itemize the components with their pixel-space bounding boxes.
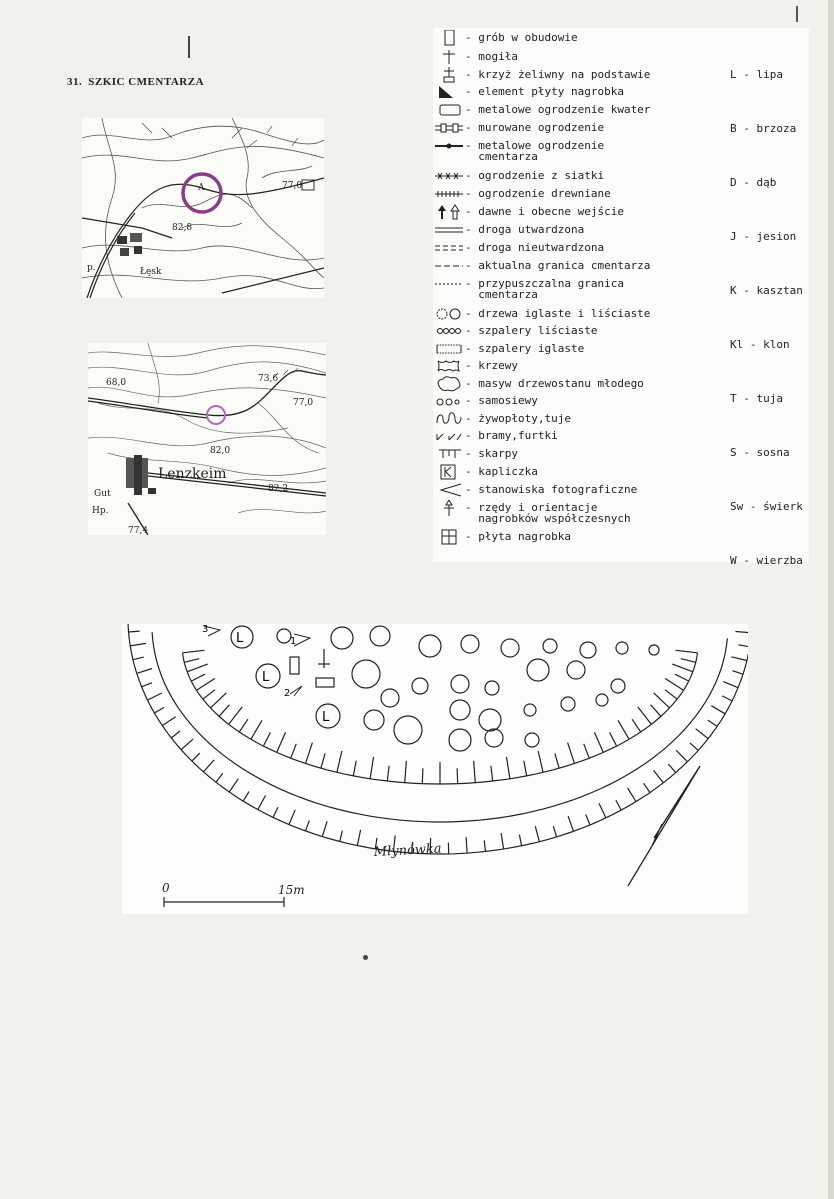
map-2-height-left: 68,0 xyxy=(106,378,127,388)
cemetery-edge-escarpment xyxy=(183,650,698,784)
outer-bank-tick xyxy=(289,810,295,825)
cemetery-edge-tick xyxy=(524,761,527,776)
sketch-tree xyxy=(611,679,625,693)
outer-bank-tick xyxy=(181,739,193,750)
photo-position-icon xyxy=(435,482,463,498)
outer-bank-tick xyxy=(586,815,590,825)
sketch-tree xyxy=(485,681,499,695)
cemetery-edge-tick xyxy=(183,650,205,653)
photo-position-2-label: 2 xyxy=(284,688,291,699)
legend-text: - żywopłoty,tuje xyxy=(465,412,571,425)
sketch-tree xyxy=(364,710,384,730)
sketch-tree xyxy=(461,635,479,653)
cemetery-edge-tick xyxy=(277,732,286,752)
outer-bank-tick xyxy=(739,645,748,647)
outer-bank-tick xyxy=(340,831,343,842)
cemetery-edge-tick xyxy=(568,743,575,764)
topographic-map-2 xyxy=(88,343,326,535)
tree-code: D xyxy=(730,176,737,189)
tree-codes xyxy=(730,30,803,588)
legend-text: - metalowe ogrodzenie cmentarza xyxy=(465,139,605,163)
outer-bank-tick xyxy=(484,840,485,851)
outer-bank-tick xyxy=(553,826,556,837)
scale-start-label: 0 xyxy=(162,881,170,895)
sketch-tree xyxy=(412,678,428,694)
tree-name: - kasztan xyxy=(743,284,803,297)
outer-bank-tick xyxy=(216,773,223,782)
shrubs-icon xyxy=(435,358,463,374)
sketch-tree xyxy=(485,729,503,747)
legend-text: - skarpy xyxy=(465,447,518,460)
tree-name: - lipa xyxy=(743,68,783,81)
outer-bank-tick xyxy=(723,682,738,688)
cemetery-edge-tick xyxy=(507,757,510,779)
map-2-hp: Hp. xyxy=(92,506,109,516)
tree-code: Sw xyxy=(730,500,744,513)
legend-text: - krzyż żeliwny na podstawie xyxy=(465,68,651,81)
entrance-arrows-icon xyxy=(435,204,463,220)
self-seeding-icon xyxy=(435,393,463,409)
pencil-mark-right xyxy=(796,6,798,22)
cemetery-edge-tick xyxy=(251,720,262,739)
sketch-tree xyxy=(543,639,557,653)
legend-text: - szpalery iglaste xyxy=(465,342,585,355)
cemetery-sketch xyxy=(122,624,748,914)
tree-name: - dąb xyxy=(743,176,777,189)
outer-bank-tick xyxy=(722,696,732,701)
legend-text: - drzewa iglaste i liściaste xyxy=(465,307,651,320)
sketch-tree xyxy=(451,675,469,693)
metal-plot-fence-icon xyxy=(435,102,463,118)
cemetery-edge-tick xyxy=(197,678,216,690)
cemetery-edge-tick xyxy=(405,761,407,783)
tree-code: W xyxy=(730,554,737,567)
tree-name: - jesion xyxy=(743,230,797,243)
tree-lipa-label: L xyxy=(236,631,244,646)
tree-code-row xyxy=(730,66,803,84)
outer-bank-tick xyxy=(322,821,327,836)
tree-name: - świerk xyxy=(749,500,803,513)
map-2-village: Lenzkeim xyxy=(158,466,227,482)
inner-escarpment xyxy=(152,632,727,822)
escarpment-icon xyxy=(435,446,463,462)
outer-bank-tick xyxy=(654,770,664,783)
outer-bank-tick xyxy=(676,750,687,761)
cemetery-edge-tick xyxy=(263,732,270,746)
legend-text: - bramy,furtki xyxy=(465,429,558,442)
sketch-tree xyxy=(527,659,549,681)
legend-text: - masyw drzewostanu młodego xyxy=(465,377,644,390)
tree-code-row xyxy=(730,390,803,408)
legend-text: - rzędy i orientacje nagrobków współczesnych xyxy=(465,501,631,525)
tree-code-row xyxy=(730,444,803,462)
legend-text: - aktualna granica cmentarza xyxy=(465,259,651,272)
tree-lipa-label: L xyxy=(262,670,270,685)
sketch-tree xyxy=(352,660,380,688)
outer-bank-tick xyxy=(229,779,238,792)
sketch-tree xyxy=(381,689,399,707)
paved-road-icon xyxy=(435,222,463,238)
outer-bank-tick xyxy=(357,830,360,846)
tree-code-row xyxy=(730,552,803,570)
tree-code: J xyxy=(730,230,737,243)
sketch-tree xyxy=(394,716,422,744)
cemetery-edge-tick xyxy=(654,693,670,708)
outer-bank-tick xyxy=(273,807,278,817)
outer-bank-tick xyxy=(732,671,743,675)
cemetery-edge-tick xyxy=(353,761,356,776)
photo-position-1 xyxy=(294,634,310,646)
outer-bank-tick xyxy=(708,720,717,726)
tree-code-row xyxy=(730,174,803,192)
cemetery-edge-tick xyxy=(203,690,215,700)
cemetery-edge-tick xyxy=(211,693,227,708)
legend-text: - kapliczka xyxy=(465,465,538,478)
photo-position-2 xyxy=(290,686,302,696)
sketch-tree xyxy=(501,639,519,657)
outer-bank-tick xyxy=(696,729,709,739)
page-edge xyxy=(828,0,834,1199)
sketch-tree xyxy=(580,642,596,658)
brick-fence-icon xyxy=(435,120,463,136)
scale-end-label: 15m xyxy=(278,883,305,897)
cemetery-edge-tick xyxy=(191,674,205,681)
cemetery-edge-tick xyxy=(675,674,689,681)
sketch-tree xyxy=(370,626,390,646)
map-2-height-top: 73,6 xyxy=(258,374,279,384)
map-1-drawing xyxy=(82,118,324,298)
map-2-height-bottom-left: 77,4 xyxy=(128,526,149,535)
cemetery-edge-tick xyxy=(594,732,603,752)
title-number: 31. xyxy=(67,76,83,88)
rows-orientation-icon xyxy=(435,500,463,516)
outer-bank-tick xyxy=(142,683,152,687)
tree-name: - wierzba xyxy=(743,554,803,567)
legend-text: - płyta nagrobka xyxy=(465,530,571,543)
outer-bank-tick xyxy=(519,835,521,846)
river-label: Młynówka xyxy=(373,841,442,860)
grave-cross-icon xyxy=(435,49,463,65)
river-north-bank-line xyxy=(152,632,727,822)
tree-code-row xyxy=(730,228,803,246)
legend-text: - grób w obudowie xyxy=(465,31,578,44)
outer-bank-tick xyxy=(644,783,650,792)
tree-name: - tuja xyxy=(743,392,783,405)
outer-escarpment xyxy=(128,624,748,854)
sketch-tree xyxy=(419,635,441,657)
legend-text: - murowane ogrodzenie xyxy=(465,121,605,134)
legend-text: - ogrodzenie z siatki xyxy=(465,169,605,182)
cemetery-edge-tick xyxy=(618,720,629,739)
sketch-trees xyxy=(277,626,659,751)
chapel-icon xyxy=(435,464,463,480)
sketch-tree xyxy=(479,709,501,731)
hedge-icon xyxy=(435,411,463,427)
photo-position-1-label: 1 xyxy=(290,636,297,647)
map-1-village: Łęsk xyxy=(140,267,162,277)
cemetery-edge-tick xyxy=(638,707,652,724)
grave-slab xyxy=(316,678,334,687)
outer-bank-tick xyxy=(690,743,698,751)
pencil-mark xyxy=(188,36,190,58)
wooden-fence-icon xyxy=(435,186,463,202)
map-2-height-right: 77,0 xyxy=(293,398,314,408)
outer-bank-tick xyxy=(154,707,164,713)
tree-name: - klon xyxy=(749,338,790,351)
cemetery-edge-tick xyxy=(491,766,493,781)
outer-bank-tick xyxy=(258,796,266,810)
supposed-boundary-icon xyxy=(435,276,463,292)
tree-code: Kl xyxy=(730,338,744,351)
tree-code: B xyxy=(730,122,737,135)
cemetery-edge-tick xyxy=(337,751,342,772)
trees-icon xyxy=(435,306,463,322)
legend-text: - samosiewy xyxy=(465,394,538,407)
gates-icon xyxy=(435,428,463,444)
sketch-tree xyxy=(277,629,291,643)
outer-bank-tick xyxy=(204,760,215,772)
cemetery-edge-tick xyxy=(584,744,590,758)
outer-bank-tick xyxy=(568,816,573,831)
legend-text: - metalowe ogrodzenie kwater xyxy=(465,103,651,116)
unpaved-road-icon xyxy=(435,240,463,256)
outer-bank-tick xyxy=(599,803,606,818)
cemetery-sketch-drawing xyxy=(122,624,748,914)
legend-text: - szpalery liściaste xyxy=(465,324,598,337)
map-1-village-prefix: p. xyxy=(87,263,96,273)
page-title xyxy=(67,76,204,88)
cemetery-edge-tick xyxy=(632,719,641,732)
cemetery-edge-tick xyxy=(422,768,423,783)
outer-bank-tick xyxy=(148,693,162,700)
cemetery-edge-tick xyxy=(474,761,476,783)
tree-code: L xyxy=(730,68,737,81)
map-2-height-mid: 82,0 xyxy=(210,446,231,456)
cemetery-edge-tick xyxy=(665,678,684,690)
grave-enclosure xyxy=(290,657,299,674)
mesh-fence-icon xyxy=(435,168,463,184)
map-1-marker: A xyxy=(198,183,205,193)
outer-bank-tick xyxy=(735,632,748,633)
outer-bank-tick xyxy=(466,837,467,853)
cemetery-edge-tick xyxy=(370,757,373,779)
outer-bank-tick xyxy=(192,753,200,761)
topographic-map-1 xyxy=(82,118,324,298)
outer-bank-tick xyxy=(129,631,140,632)
tree-name: - sosna xyxy=(743,446,790,459)
cemetery-edge-tick xyxy=(676,650,698,653)
photo-position-3-label: 3 xyxy=(202,624,209,635)
cemetery-edge-tick xyxy=(457,768,458,783)
outer-bank-tick xyxy=(616,800,621,810)
legend-text: - przypuszczalna granica cmentarza xyxy=(465,277,624,301)
tree-code: K xyxy=(730,284,737,297)
cemetery-edge-tick xyxy=(229,707,243,724)
legend-text: - krzewy xyxy=(465,359,518,372)
young-stand-icon xyxy=(435,376,463,392)
sketch-tree xyxy=(596,694,608,706)
tree-code: S xyxy=(730,446,737,459)
cemetery-edge-tick xyxy=(651,705,661,717)
legend-text: - stanowiska fotograficzne xyxy=(465,483,638,496)
map-1-height-a: 77,0 xyxy=(282,181,303,191)
tree-code-row xyxy=(730,120,803,138)
legend-text: - ogrodzenie drewniane xyxy=(465,187,611,200)
legend-text: - droga nieutwardzona xyxy=(465,241,605,254)
cemetery-edge-tick xyxy=(610,732,617,746)
deciduous-hedgerow-icon xyxy=(435,323,463,339)
north-arrow-icon xyxy=(628,766,700,886)
outer-bank-tick xyxy=(501,833,504,849)
cemetery-edge-tick xyxy=(306,743,313,764)
sketch-tree xyxy=(524,704,536,716)
sketch-tree xyxy=(616,642,628,654)
slab-element-icon xyxy=(435,84,463,100)
current-boundary-icon xyxy=(435,258,463,274)
outer-bank-tick xyxy=(137,669,152,674)
outer-bank-tick xyxy=(162,717,175,726)
legend-text: - element płyty nagrobka xyxy=(465,85,624,98)
outer-bank-line xyxy=(128,624,748,854)
grave-slab-icon xyxy=(435,529,463,545)
conifer-hedgerow-icon xyxy=(435,341,463,357)
sketch-tree xyxy=(561,697,575,711)
cemetery-edge-tick xyxy=(387,766,389,781)
tree-code-row xyxy=(730,498,803,516)
tree-code: T xyxy=(730,392,737,405)
sketch-tree xyxy=(449,729,471,751)
map-1-height-b: 82,8 xyxy=(172,223,193,233)
sketch-tree xyxy=(331,627,353,649)
outer-bank-tick xyxy=(711,706,725,714)
tree-code-row xyxy=(730,282,803,300)
cemetery-edge-tick xyxy=(672,664,693,672)
iron-cross-icon xyxy=(435,67,463,83)
tree-lipa-label: L xyxy=(322,710,330,725)
cemetery-edge-tick xyxy=(681,659,696,663)
outer-bank-tick xyxy=(171,731,180,738)
tree-code-row xyxy=(730,336,803,354)
sketch-tree xyxy=(450,700,470,720)
outer-bank-tick xyxy=(133,657,144,660)
sketch-tree xyxy=(525,733,539,747)
sketch-tree xyxy=(649,645,659,655)
outer-bank-tick xyxy=(731,657,747,661)
outer-bank-tick xyxy=(628,788,636,802)
outer-bank-tick xyxy=(668,764,675,773)
outer-bank-tick xyxy=(306,820,310,831)
map-2-height-bottom: 82,2 xyxy=(268,484,289,494)
legend-text: - mogiła xyxy=(465,50,518,63)
cemetery-edge-tick xyxy=(187,664,208,672)
outer-bank-tick xyxy=(130,643,146,646)
cemetery-edge-tick xyxy=(219,705,229,717)
cemetery-edge-tick xyxy=(555,753,559,768)
outer-bank-tick xyxy=(535,826,539,842)
grave-enclosure-icon xyxy=(435,30,463,46)
map-2-gut: Gut xyxy=(94,489,111,499)
cemetery-edge-tick xyxy=(239,719,248,732)
map-2-drawing xyxy=(88,343,326,535)
cemetery-edge-tick xyxy=(321,753,325,768)
paper-speck xyxy=(363,955,368,960)
cemetery-edge-tick xyxy=(184,659,199,663)
title-text: SZKIC CMENTARZA xyxy=(88,76,205,88)
legend-text: - dawne i obecne wejście xyxy=(465,205,624,218)
tree-name: - brzoza xyxy=(743,122,797,135)
cemetery-edge-tick xyxy=(538,751,543,772)
cemetery-edge-tick xyxy=(665,690,677,700)
metal-cemetery-fence-icon xyxy=(435,138,463,154)
outer-bank-tick xyxy=(243,792,249,802)
cemetery-edge-tick xyxy=(291,744,297,758)
sketch-tree xyxy=(567,661,585,679)
legend-text: - droga utwardzona xyxy=(465,223,585,236)
